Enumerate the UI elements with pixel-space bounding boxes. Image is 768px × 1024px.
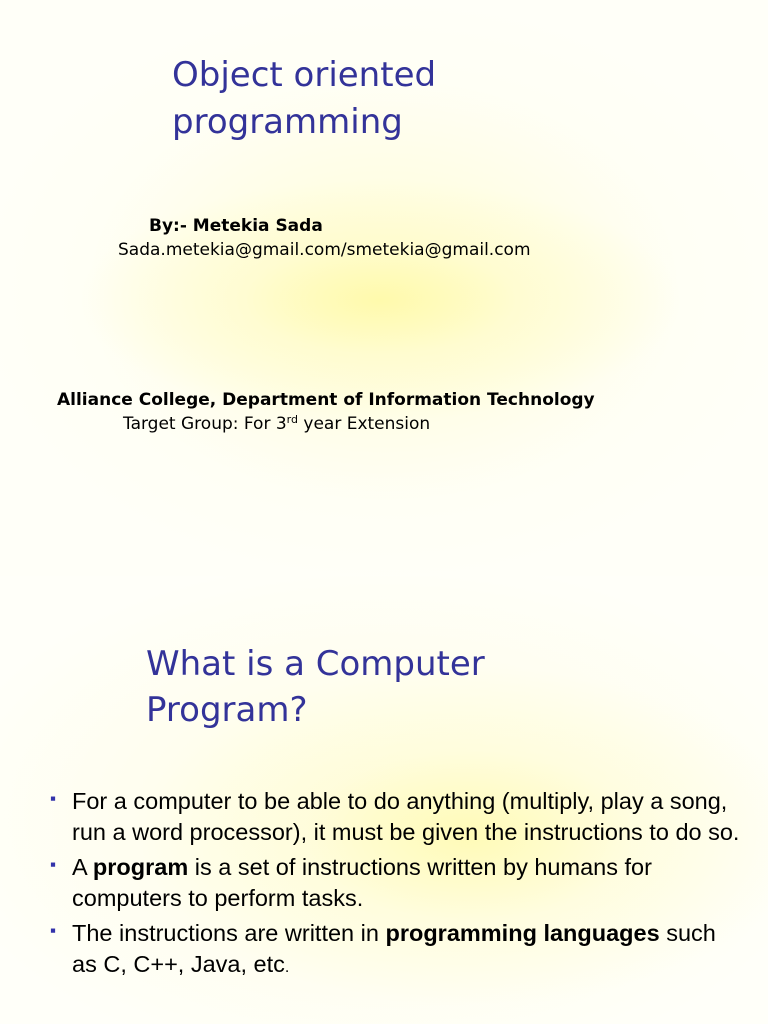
author-byline: By:- Metekia Sada [149, 216, 323, 236]
square-bullet-icon: ▪ [50, 789, 57, 808]
bullet-text-start: The instructions are written in [72, 920, 386, 946]
target-group-suffix: year Extension [297, 414, 431, 434]
author-email: Sada.metekia@gmail.com/smetekia@gmail.com [118, 240, 531, 260]
bullet-item [50, 918, 740, 983]
slide-title: Object oriented programming [172, 55, 437, 142]
bullet-text-end: is a set of instructions written by humans for computers to perform tasks. [72, 854, 652, 911]
bullet-bold-term: programming languages [385, 920, 660, 946]
bullet-bold-term: program [92, 854, 189, 880]
target-group-prefix: Target Group: For 3 [123, 414, 287, 434]
institution-name: Alliance College, Department of Information Technology [57, 390, 595, 410]
content-slide [0, 576, 768, 1024]
bullet-text-end: such as C, C++, Java, etc [72, 920, 716, 977]
bullet-list [50, 786, 740, 988]
square-bullet-icon: ▪ [50, 855, 57, 874]
bullet-text: For a computer to be able to do anything (multiply, play a song, run a word processor), it must be given the instructions to do so. [72, 788, 740, 845]
bullet-item [50, 852, 740, 913]
target-group [123, 413, 430, 435]
bullet-final-period: . [284, 958, 290, 976]
square-bullet-icon: ▪ [50, 921, 57, 940]
slide-title: What is a Computer Program? [146, 644, 485, 730]
target-group-superscript: rd [286, 413, 298, 426]
bullet-item [50, 786, 740, 847]
bullet-text-start: A [72, 854, 93, 880]
